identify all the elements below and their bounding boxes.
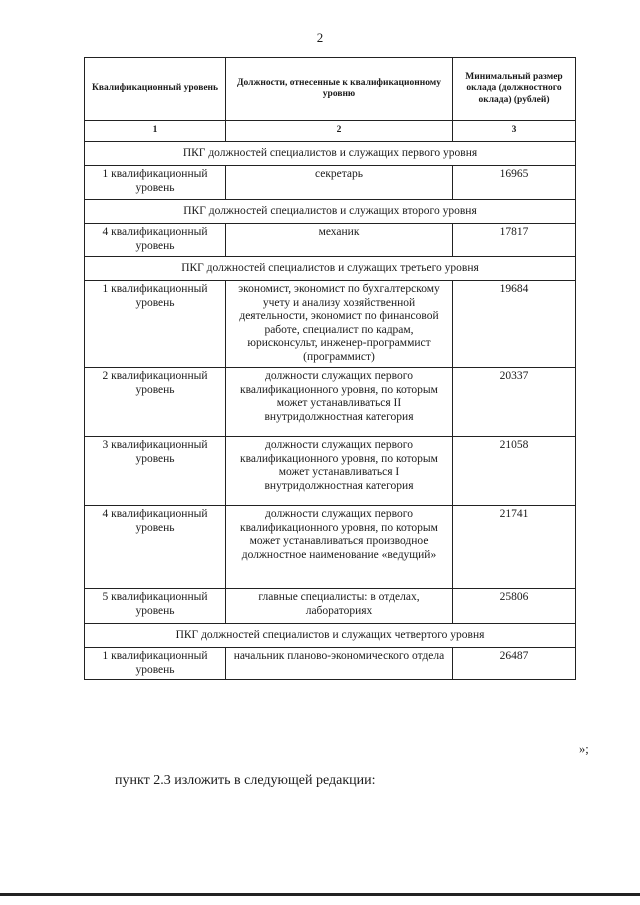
group-title: ПКГ должностей специалистов и служащих третьего уровня: [85, 257, 576, 281]
salary-cell: 25806: [453, 589, 576, 624]
salary-cell: 20337: [453, 368, 576, 437]
level-cell: 1 квалификационный уровень: [85, 166, 226, 200]
salary-cell: 21058: [453, 437, 576, 506]
positions-cell: экономист, экономист по бухгалтерскому учету и анализу хозяйственной деятельности, экономист по финансовой работе, специалист по кадрам, юрисконсульт, инженер-программист (программист): [226, 281, 453, 368]
group-row: [85, 200, 576, 224]
group-row: [85, 142, 576, 166]
paragraph: пункт 2.3 изложить в следующей редакции:: [115, 773, 376, 788]
positions-cell: главные специалисты: в отделах, лабораториях: [226, 589, 453, 624]
column-number: 1: [85, 121, 226, 142]
level-cell: 3 квалификационный уровень: [85, 437, 226, 506]
table-row: [85, 224, 576, 257]
level-cell: 2 квалификационный уровень: [85, 368, 226, 437]
header-level: Квалификационный уровень: [85, 58, 226, 121]
salary-cell: 17817: [453, 224, 576, 257]
level-cell: 1 квалификационный уровень: [85, 281, 226, 368]
group-title: ПКГ должностей специалистов и служащих четвертого уровня: [85, 624, 576, 648]
salary-cell: 21741: [453, 506, 576, 589]
header-salary: Минимальный размер оклада (должностного оклада) (рублей): [453, 58, 576, 121]
salary-table: [84, 57, 576, 680]
positions-cell: секретарь: [226, 166, 453, 200]
level-cell: 1 квалификационный уровень: [85, 648, 226, 680]
column-number-row: [85, 121, 576, 142]
positions-cell: должности служащих первого квалификационного уровня, по которым может устанавливаться II внутридолжностная категория: [226, 368, 453, 437]
table-row: [85, 648, 576, 680]
positions-cell: должности служащих первого квалификационного уровня, по которым может устанавливаться производное должностное наименование «ведущий»: [226, 506, 453, 589]
group-row: [85, 624, 576, 648]
page-number: 2: [316, 30, 324, 45]
group-title: ПКГ должностей специалистов и служащих первого уровня: [85, 142, 576, 166]
table-row: [85, 368, 576, 437]
positions-cell: начальник планово-экономического отдела: [226, 648, 453, 680]
group-row: [85, 257, 576, 281]
bottom-rule: [0, 893, 640, 896]
salary-cell: 19684: [453, 281, 576, 368]
table-row: [85, 437, 576, 506]
column-number: 3: [453, 121, 576, 142]
table-row: [85, 589, 576, 624]
level-cell: 4 квалификационный уровень: [85, 506, 226, 589]
salary-cell: 16965: [453, 166, 576, 200]
positions-cell: должности служащих первого квалификационного уровня, по которым может устанавливаться I внутридолжностная категория: [226, 437, 453, 506]
table-row: [85, 281, 576, 368]
salary-cell: 26487: [453, 648, 576, 680]
column-number: 2: [226, 121, 453, 142]
level-cell: 4 квалификационный уровень: [85, 224, 226, 257]
table-header-row: [85, 58, 576, 121]
header-positions: Должности, отнесенные к квалификационному уровню: [226, 58, 453, 121]
positions-cell: механик: [226, 224, 453, 257]
table-row: [85, 166, 576, 200]
group-title: ПКГ должностей специалистов и служащих второго уровня: [85, 200, 576, 224]
closing-quote: »;: [579, 742, 589, 756]
level-cell: 5 квалификационный уровень: [85, 589, 226, 624]
table-row: [85, 506, 576, 589]
